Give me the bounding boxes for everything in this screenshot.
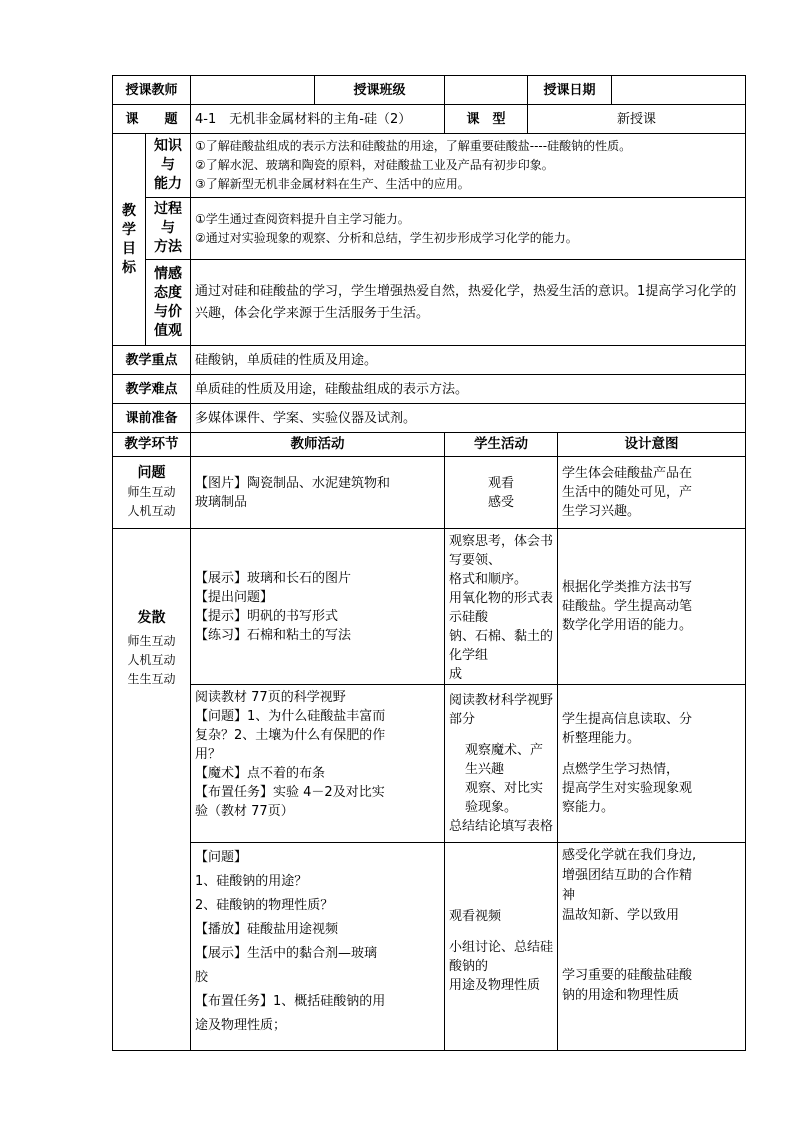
column-header-stage: 教学环节 (113, 433, 191, 457)
stage-mode: 师生互动 (127, 634, 176, 648)
student-activity: 观察思考，体会书写要领、 格式和顺序。 用氧化物的形式表示硅酸 钠、石棉、黏土的化学组 成 (445, 529, 558, 685)
preparation-row (113, 404, 746, 433)
difficulties-row (113, 375, 746, 404)
type-label: 课 型 (445, 105, 528, 134)
stage-row (113, 457, 746, 529)
teacher-activity: 【展示】玻璃和长石的图片 【提出问题】 【提示】明矾的书写形式 【练习】石棉和粘土的写法 (191, 529, 445, 685)
teacher-activity: 【图片】陶瓷制品、水泥建筑物和 玻璃制品 (191, 457, 445, 529)
header-row (113, 76, 746, 105)
stage-title: 发散 (137, 610, 166, 626)
topic-label: 课 题 (113, 105, 191, 134)
student-activity: 观看 感受 (445, 457, 558, 529)
student-activity: 观看视频 小组讨论、总结硅酸钠的 用途及物理性质 (445, 843, 558, 1051)
teacher-activity: 阅读教材 77页的科学视野 【问题】1、为什么硅酸盐丰富而 复杂？2、土壤为什么有保肥的作 用？ 【魔术】点不着的布条 【布置任务】实验 4－2及对比实 验（教材 77页） (191, 685, 445, 843)
objective-process-row (113, 198, 746, 260)
stage-mode: 人机互动 (127, 653, 176, 667)
topic-row (113, 105, 746, 134)
knowledge-content: ①了解硅酸盐组成的表示方法和硅酸盐的用途，了解重要硅酸盐----硅酸钠的性质。 ②了解水泥、玻璃和陶瓷的原料，对硅酸盐工业及产品有初步印象。 ③了解新型无机非金属材料在生产、生活中的应用。 (191, 134, 746, 198)
date-value (612, 76, 746, 105)
stage-row (113, 685, 746, 843)
column-header-row (113, 433, 746, 457)
process-label: 过程 与 方法 (146, 198, 191, 260)
key-points-row (113, 346, 746, 375)
stage-mode: 师生互动 (127, 485, 176, 499)
stage-row (113, 843, 746, 1051)
student-activity: 阅读教材科学视野部分 观察魔术、产生兴趣 观察、对比实验现象。 总结结论填写表格 (445, 685, 558, 843)
key-points-value: 硅酸钠，单质硅的性质及用途。 (191, 346, 746, 375)
stage-cell (113, 457, 191, 529)
preparation-value: 多媒体课件、学案、实验仪器及试剂。 (191, 404, 746, 433)
objective-emotion-row (113, 260, 746, 346)
column-header-intent: 设计意图 (558, 433, 746, 457)
design-intent: 学生体会硅酸盐产品在 生活中的随处可见，产 生学习兴趣。 (558, 457, 746, 529)
emotion-label: 情感 态度 与价 值观 (146, 260, 191, 346)
design-intent: 感受化学就在我们身边, 增强团结互助的合作精 神 温故知新、学以致用 学习重要的硅酸盐硅酸 钠的用途和物理性质 (558, 843, 746, 1051)
preparation-label: 课前准备 (113, 404, 191, 433)
column-header-student: 学生活动 (445, 433, 558, 457)
difficulties-label: 教学难点 (113, 375, 191, 404)
date-label: 授课日期 (528, 76, 612, 105)
topic-value: 4-1 无机非金属材料的主角-硅（2） (191, 105, 445, 134)
process-content: ①学生通过查阅资料提升自主学习能力。 ②通过对实验现象的观察、分析和总结，学生初步形成学习化学的能力。 (191, 198, 746, 260)
type-value: 新授课 (528, 105, 746, 134)
teacher-label: 授课教师 (113, 76, 191, 105)
teacher-activity: 【问题】 1、硅酸钠的用途？ 2、硅酸钠的物理性质？ 【播放】硅酸盐用途视频 【展示】生活中的黏合剂—玻璃 胶 【布置任务】1、概括硅酸钠的用 途及物理性质； (191, 843, 445, 1051)
knowledge-label: 知识 与 能力 (146, 134, 191, 198)
stage-cell (113, 529, 191, 1051)
design-intent: 根据化学类推方法书写 硅酸盐。学生提高动笔 数学化学用语的能力。 (558, 529, 746, 685)
objectives-label: 教 学 目 标 (113, 134, 146, 346)
objective-knowledge-row (113, 134, 746, 198)
key-points-label: 教学重点 (113, 346, 191, 375)
stage-title: 问题 (137, 465, 166, 481)
stage-mode: 人机互动 (127, 504, 176, 518)
column-header-teacher: 教师活动 (191, 433, 445, 457)
lesson-plan-table (112, 75, 746, 1051)
difficulties-value: 单质硅的性质及用途，硅酸盐组成的表示方法。 (191, 375, 746, 404)
emotion-content: 通过对硅和硅酸盐的学习，学生增强热爱自然，热爱化学，热爱生活的意识。1提高学习化学的兴趣，体会化学来源于生活服务于生活。 (191, 260, 746, 346)
stage-mode: 生生互动 (127, 672, 176, 686)
class-label: 授课班级 (315, 76, 445, 105)
stage-row (113, 529, 746, 685)
design-intent: 学生提高信息读取、分 析整理能力。 点燃学生学习热情， 提高学生对实验现象观 察能力。 (558, 685, 746, 843)
teacher-value (191, 76, 315, 105)
class-value (445, 76, 528, 105)
